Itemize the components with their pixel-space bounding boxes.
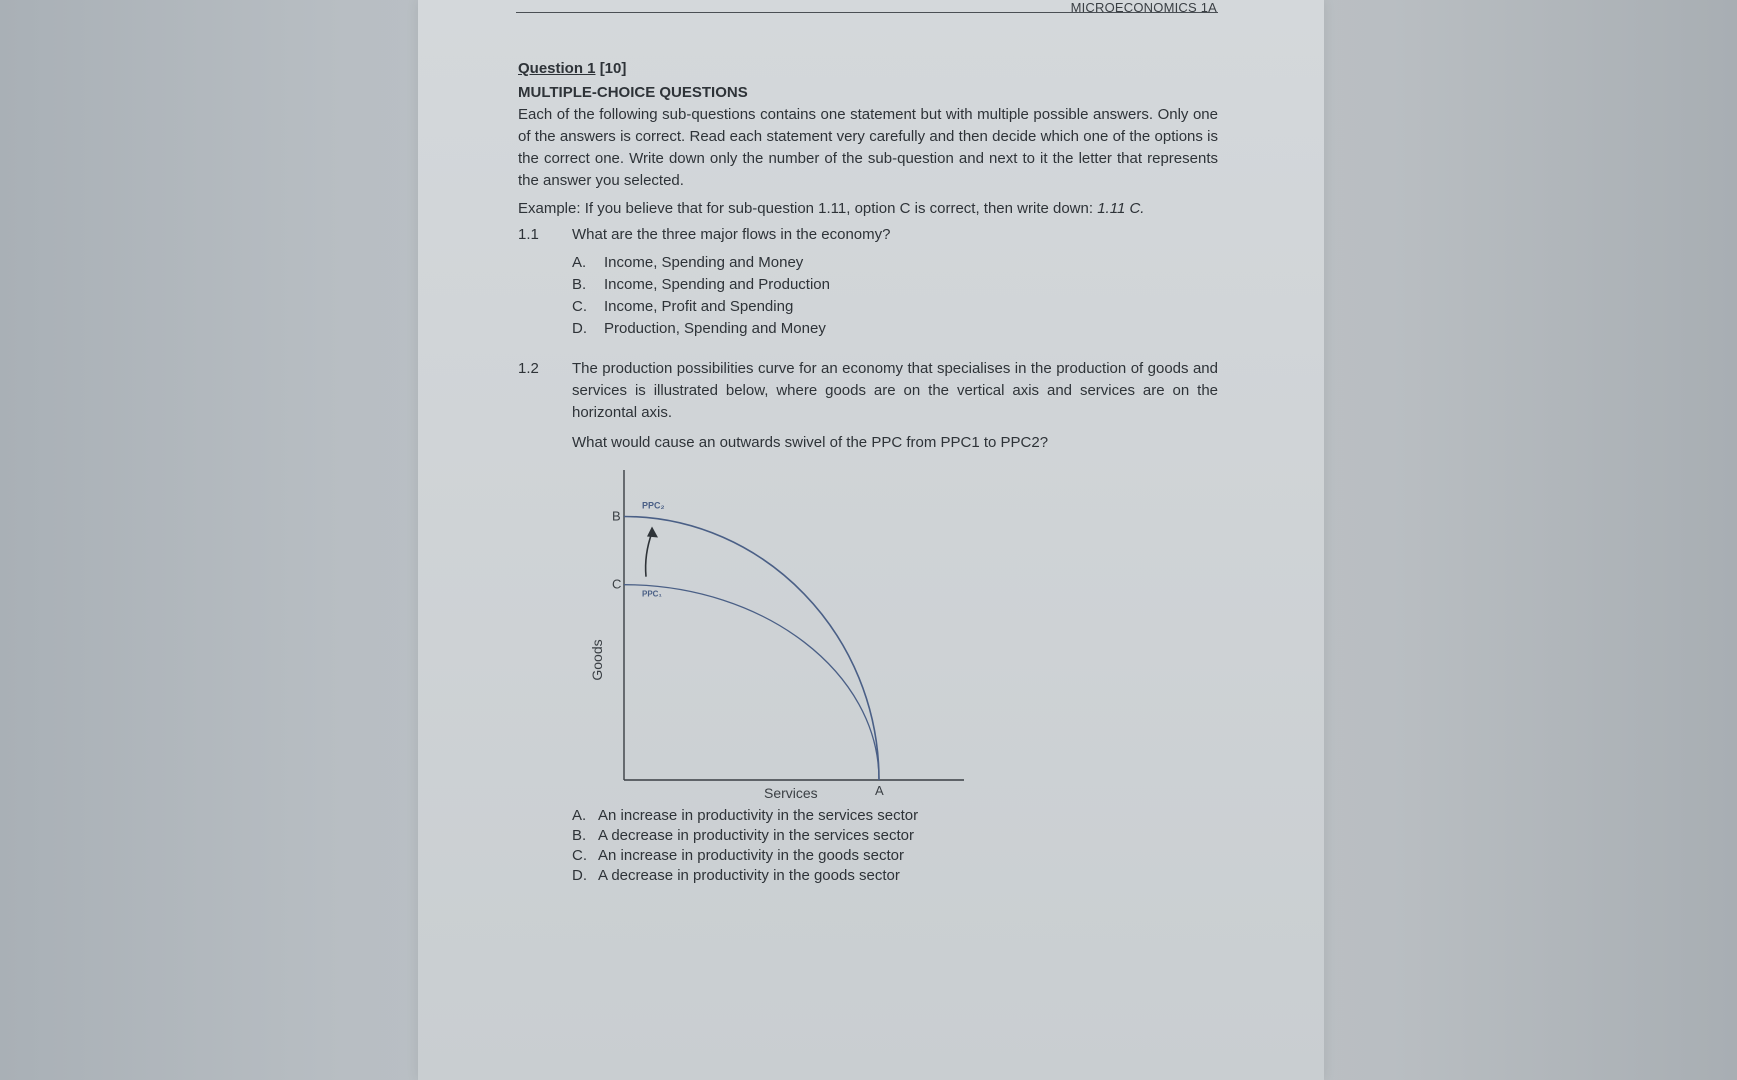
- example-line: [518, 198, 1218, 220]
- subquestion-prompt: What would cause an outwards swivel of the PPC from PPC1 to PPC2?: [572, 434, 1049, 451]
- option-letter: C.: [572, 298, 587, 315]
- option-a: [572, 252, 1218, 274]
- ppc2-curve: [624, 517, 879, 781]
- question-number: Question 1: [518, 60, 596, 77]
- options-list: [572, 252, 1218, 340]
- shift-arrow-icon: [646, 533, 652, 577]
- option-text: Income, Spending and Production: [604, 276, 830, 293]
- y-axis-label: Goods: [589, 639, 605, 681]
- question-content: [518, 58, 1218, 886]
- option-b: [572, 274, 1218, 296]
- section-title: MULTIPLE-CHOICE QUESTIONS: [518, 84, 748, 101]
- option-d: [572, 318, 1218, 340]
- question-title: [518, 58, 1218, 80]
- example-prefix: Example: If you believe that for sub-question 1.11, option C is correct, then write down:: [518, 200, 1098, 217]
- option-letter: B.: [572, 276, 587, 293]
- ppc-chart-svg: [572, 460, 992, 800]
- subquestion-1-2: [518, 358, 1218, 886]
- subquestion-number: 1.1: [518, 226, 539, 243]
- option-letter: A.: [572, 254, 587, 271]
- option-text: Income, Spending and Money: [604, 254, 804, 271]
- option-c: [572, 296, 1218, 318]
- option-letter: C.: [572, 847, 587, 864]
- option-text: Production, Spending and Money: [604, 320, 826, 337]
- option-text: An increase in productivity in the goods sector: [598, 847, 904, 864]
- option-a: [572, 806, 1218, 826]
- subquestion-text: What are the three major flows in the economy?: [572, 226, 891, 243]
- option-text: An increase in productivity in the services sector: [598, 807, 919, 824]
- option-text: Income, Profit and Spending: [604, 298, 794, 315]
- instructions: Each of the following sub-questions contains one statement but with multiple possible answers. Only one of the answers is correct. Read each statement very carefully and then decide which one of the options is the correct one. Write down only the number of the sub-question and next to it the letter that represents the answer you selected.: [518, 106, 1218, 189]
- option-letter: A.: [572, 807, 587, 824]
- point-label-a: A: [875, 783, 884, 798]
- ppc1-label: PPC₁: [642, 589, 662, 599]
- subquestion-1-1: [518, 224, 1218, 340]
- subquestion-text: The production possibilities curve for an economy that specialises in the production of goods and services is illustrated below, where goods are on the vertical axis and services are on the horizontal axis.: [572, 360, 1218, 421]
- ppc-chart: [572, 460, 992, 800]
- option-b: [572, 826, 1218, 846]
- x-axis-label: Services: [764, 785, 818, 800]
- option-text: A decrease in productivity in the services sector: [598, 827, 914, 844]
- ppc2-label: PPC₂: [642, 500, 665, 511]
- option-letter: D.: [572, 867, 587, 884]
- example-answer: 1.11 C.: [1097, 200, 1145, 217]
- option-text: A decrease in productivity in the goods sector: [598, 867, 900, 884]
- ppc1-curve: [624, 585, 879, 780]
- option-letter: D.: [572, 320, 587, 337]
- option-d: [572, 866, 1218, 886]
- arrowhead-icon: [647, 527, 658, 538]
- point-label-b: B: [612, 508, 621, 524]
- options-list: [572, 806, 1218, 886]
- point-label-c: C: [612, 576, 622, 592]
- subquestion-number: 1.2: [518, 360, 539, 377]
- question-marks: [10]: [599, 60, 627, 77]
- option-letter: B.: [572, 827, 587, 844]
- option-c: [572, 846, 1218, 866]
- course-header: MICROECONOMICS 1A: [1070, 0, 1217, 15]
